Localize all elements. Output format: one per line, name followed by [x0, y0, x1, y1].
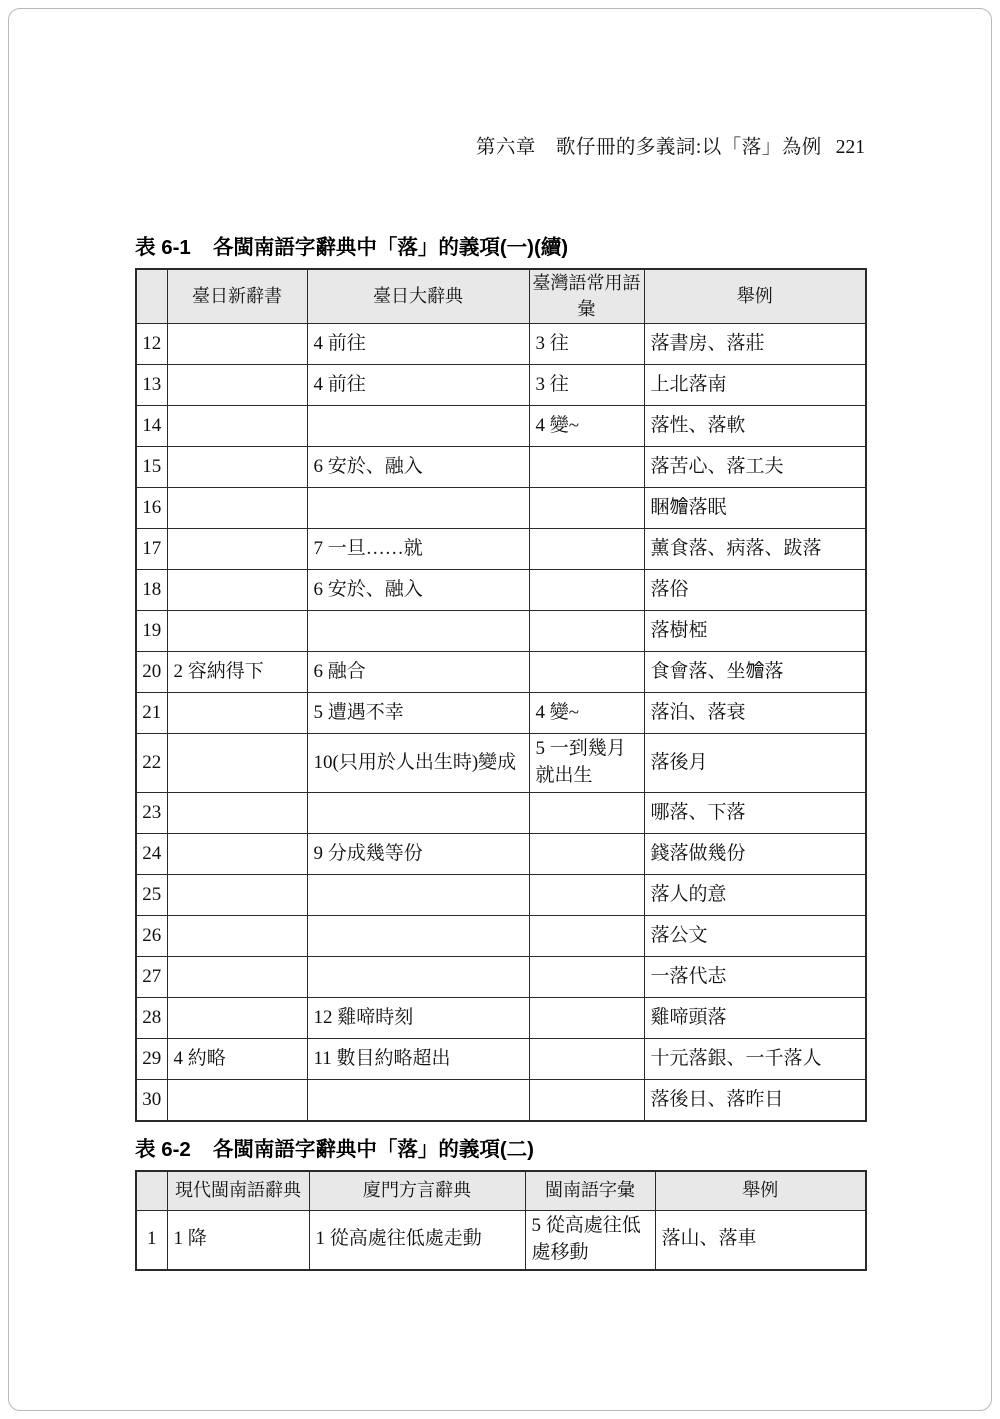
table-cell [167, 834, 307, 875]
table-cell: 落山、落車 [655, 1211, 866, 1270]
row-number: 22 [136, 734, 167, 793]
table-cell: 12 雞啼時刻 [307, 998, 529, 1039]
table-cell [307, 1080, 529, 1122]
table-cell [529, 652, 644, 693]
column-header: 臺灣語常用語彙 [529, 269, 644, 324]
row-number: 25 [136, 875, 167, 916]
table-row [136, 957, 866, 998]
running-header [135, 131, 865, 159]
table-row [136, 324, 866, 365]
table-row [136, 916, 866, 957]
table-cell: 落苦心、落工夫 [644, 447, 866, 488]
table-row [136, 1211, 866, 1270]
table-cell: 薰食落、病落、跋落 [644, 529, 866, 570]
row-number: 27 [136, 957, 167, 998]
table-6-1 [135, 268, 867, 1122]
table-row [136, 1080, 866, 1122]
table-row [136, 611, 866, 652]
row-number: 23 [136, 793, 167, 834]
table-row [136, 734, 866, 793]
table-cell [167, 693, 307, 734]
table-cell [529, 611, 644, 652]
row-number: 16 [136, 488, 167, 529]
table-cell: 落後月 [644, 734, 866, 793]
table-cell: 落俗 [644, 570, 866, 611]
column-header: 臺日新辭書 [167, 269, 307, 324]
table-cell: 落人的意 [644, 875, 866, 916]
header-row [136, 269, 866, 324]
table-cell [529, 570, 644, 611]
table-row [136, 652, 866, 693]
table-cell: 5 一到幾月就出生 [529, 734, 644, 793]
table-cell: 5 遭遇不幸 [307, 693, 529, 734]
table-cell [167, 611, 307, 652]
table-cell [307, 957, 529, 998]
table-6-2-caption: 各閩南語字辭典中「落」的義項(二) [212, 1138, 534, 1161]
table-cell: 2 容納得下 [167, 652, 307, 693]
table-row [136, 529, 866, 570]
row-number: 29 [136, 1039, 167, 1080]
row-number: 1 [136, 1211, 167, 1270]
table-cell [529, 529, 644, 570]
table-cell: 6 安於、融入 [307, 570, 529, 611]
table-cell [167, 916, 307, 957]
table-row [136, 998, 866, 1039]
table-cell: 上北落南 [644, 365, 866, 406]
page-number: 221 [835, 137, 865, 158]
table-6-2-title [135, 1132, 865, 1162]
table-row [136, 365, 866, 406]
table-cell [529, 834, 644, 875]
table-cell [167, 488, 307, 529]
row-number: 14 [136, 406, 167, 447]
table-cell [307, 611, 529, 652]
table-cell: 4 變~ [529, 406, 644, 447]
row-number: 19 [136, 611, 167, 652]
table-cell [307, 406, 529, 447]
table-cell: 十元落銀、一千落人 [644, 1039, 866, 1080]
column-header: 廈門方言辭典 [309, 1171, 525, 1211]
table-cell [529, 447, 644, 488]
column-header: 閩南語字彙 [525, 1171, 655, 1211]
table-cell [307, 916, 529, 957]
table-cell [167, 365, 307, 406]
column-header [136, 269, 167, 324]
table-cell: 落性、落軟 [644, 406, 866, 447]
table-cell [529, 875, 644, 916]
table-cell [167, 406, 307, 447]
table-cell [167, 324, 307, 365]
table-cell: 落泊、落衰 [644, 693, 866, 734]
table-cell: 落後日、落昨日 [644, 1080, 866, 1122]
chapter-header-text: 第六章 歌仔冊的多義詞:以「落」為例 [475, 137, 822, 158]
table-cell: 哪落、下落 [644, 793, 866, 834]
table-cell: 10(只用於人出生時)變成 [307, 734, 529, 793]
table-cell: 雞啼頭落 [644, 998, 866, 1039]
row-number: 30 [136, 1080, 167, 1122]
table-cell [167, 998, 307, 1039]
table-cell [529, 793, 644, 834]
table-6-2 [135, 1170, 867, 1271]
table-row [136, 570, 866, 611]
table-row [136, 1039, 866, 1080]
table-row [136, 488, 866, 529]
table-cell: 睏𣍐落眠 [644, 488, 866, 529]
table-row [136, 793, 866, 834]
table-cell: 9 分成幾等份 [307, 834, 529, 875]
table-cell: 1 降 [167, 1211, 309, 1270]
column-header: 舉例 [644, 269, 866, 324]
table-cell [307, 875, 529, 916]
column-header: 舉例 [655, 1171, 866, 1211]
row-number: 21 [136, 693, 167, 734]
row-number: 15 [136, 447, 167, 488]
table-cell: 4 前往 [307, 365, 529, 406]
column-header: 現代閩南語辭典 [167, 1171, 309, 1211]
column-header: 臺日大辭典 [307, 269, 529, 324]
table-cell [529, 1080, 644, 1122]
table-cell [167, 447, 307, 488]
table-cell: 食會落、坐𣍐落 [644, 652, 866, 693]
column-header [136, 1171, 167, 1211]
row-number: 12 [136, 324, 167, 365]
table-cell [167, 957, 307, 998]
table-cell: 錢落做幾份 [644, 834, 866, 875]
table-6-1-label: 表 6-1 [135, 236, 191, 259]
table-cell: 落書房、落莊 [644, 324, 866, 365]
table-row [136, 834, 866, 875]
table-cell: 5 從高處往低處移動 [525, 1211, 655, 1270]
table-cell [167, 734, 307, 793]
table-6-1-title [135, 230, 865, 260]
table-cell: 6 安於、融入 [307, 447, 529, 488]
table-cell [167, 570, 307, 611]
table-cell [529, 1039, 644, 1080]
table-row [136, 406, 866, 447]
table-cell: 7 一旦……就 [307, 529, 529, 570]
table-cell [529, 488, 644, 529]
table-cell [167, 529, 307, 570]
table-row [136, 693, 866, 734]
table-cell: 4 前往 [307, 324, 529, 365]
table-cell: 11 數目約略超出 [307, 1039, 529, 1080]
table-6-1-caption: 各閩南語字辭典中「落」的義項(一)(續) [212, 236, 569, 259]
row-number: 26 [136, 916, 167, 957]
table-cell: 6 融合 [307, 652, 529, 693]
table-cell: 4 變~ [529, 693, 644, 734]
table-row [136, 447, 866, 488]
table-cell [167, 793, 307, 834]
table-cell: 落樹椏 [644, 611, 866, 652]
table-cell: 落公文 [644, 916, 866, 957]
table-cell [307, 488, 529, 529]
row-number: 28 [136, 998, 167, 1039]
row-number: 13 [136, 365, 167, 406]
header-row [136, 1171, 866, 1211]
table-cell: 3 往 [529, 365, 644, 406]
table-6-2-label: 表 6-2 [135, 1138, 191, 1161]
row-number: 20 [136, 652, 167, 693]
row-number: 17 [136, 529, 167, 570]
table-row [136, 875, 866, 916]
table-cell [529, 998, 644, 1039]
row-number: 24 [136, 834, 167, 875]
table-cell: 一落代志 [644, 957, 866, 998]
table-cell [167, 1080, 307, 1122]
table-cell [529, 916, 644, 957]
table-cell: 3 往 [529, 324, 644, 365]
table-cell [307, 793, 529, 834]
table-cell [529, 957, 644, 998]
table-cell [167, 875, 307, 916]
row-number: 18 [136, 570, 167, 611]
table-cell: 4 約略 [167, 1039, 307, 1080]
table-cell: 1 從高處往低處走動 [309, 1211, 525, 1270]
